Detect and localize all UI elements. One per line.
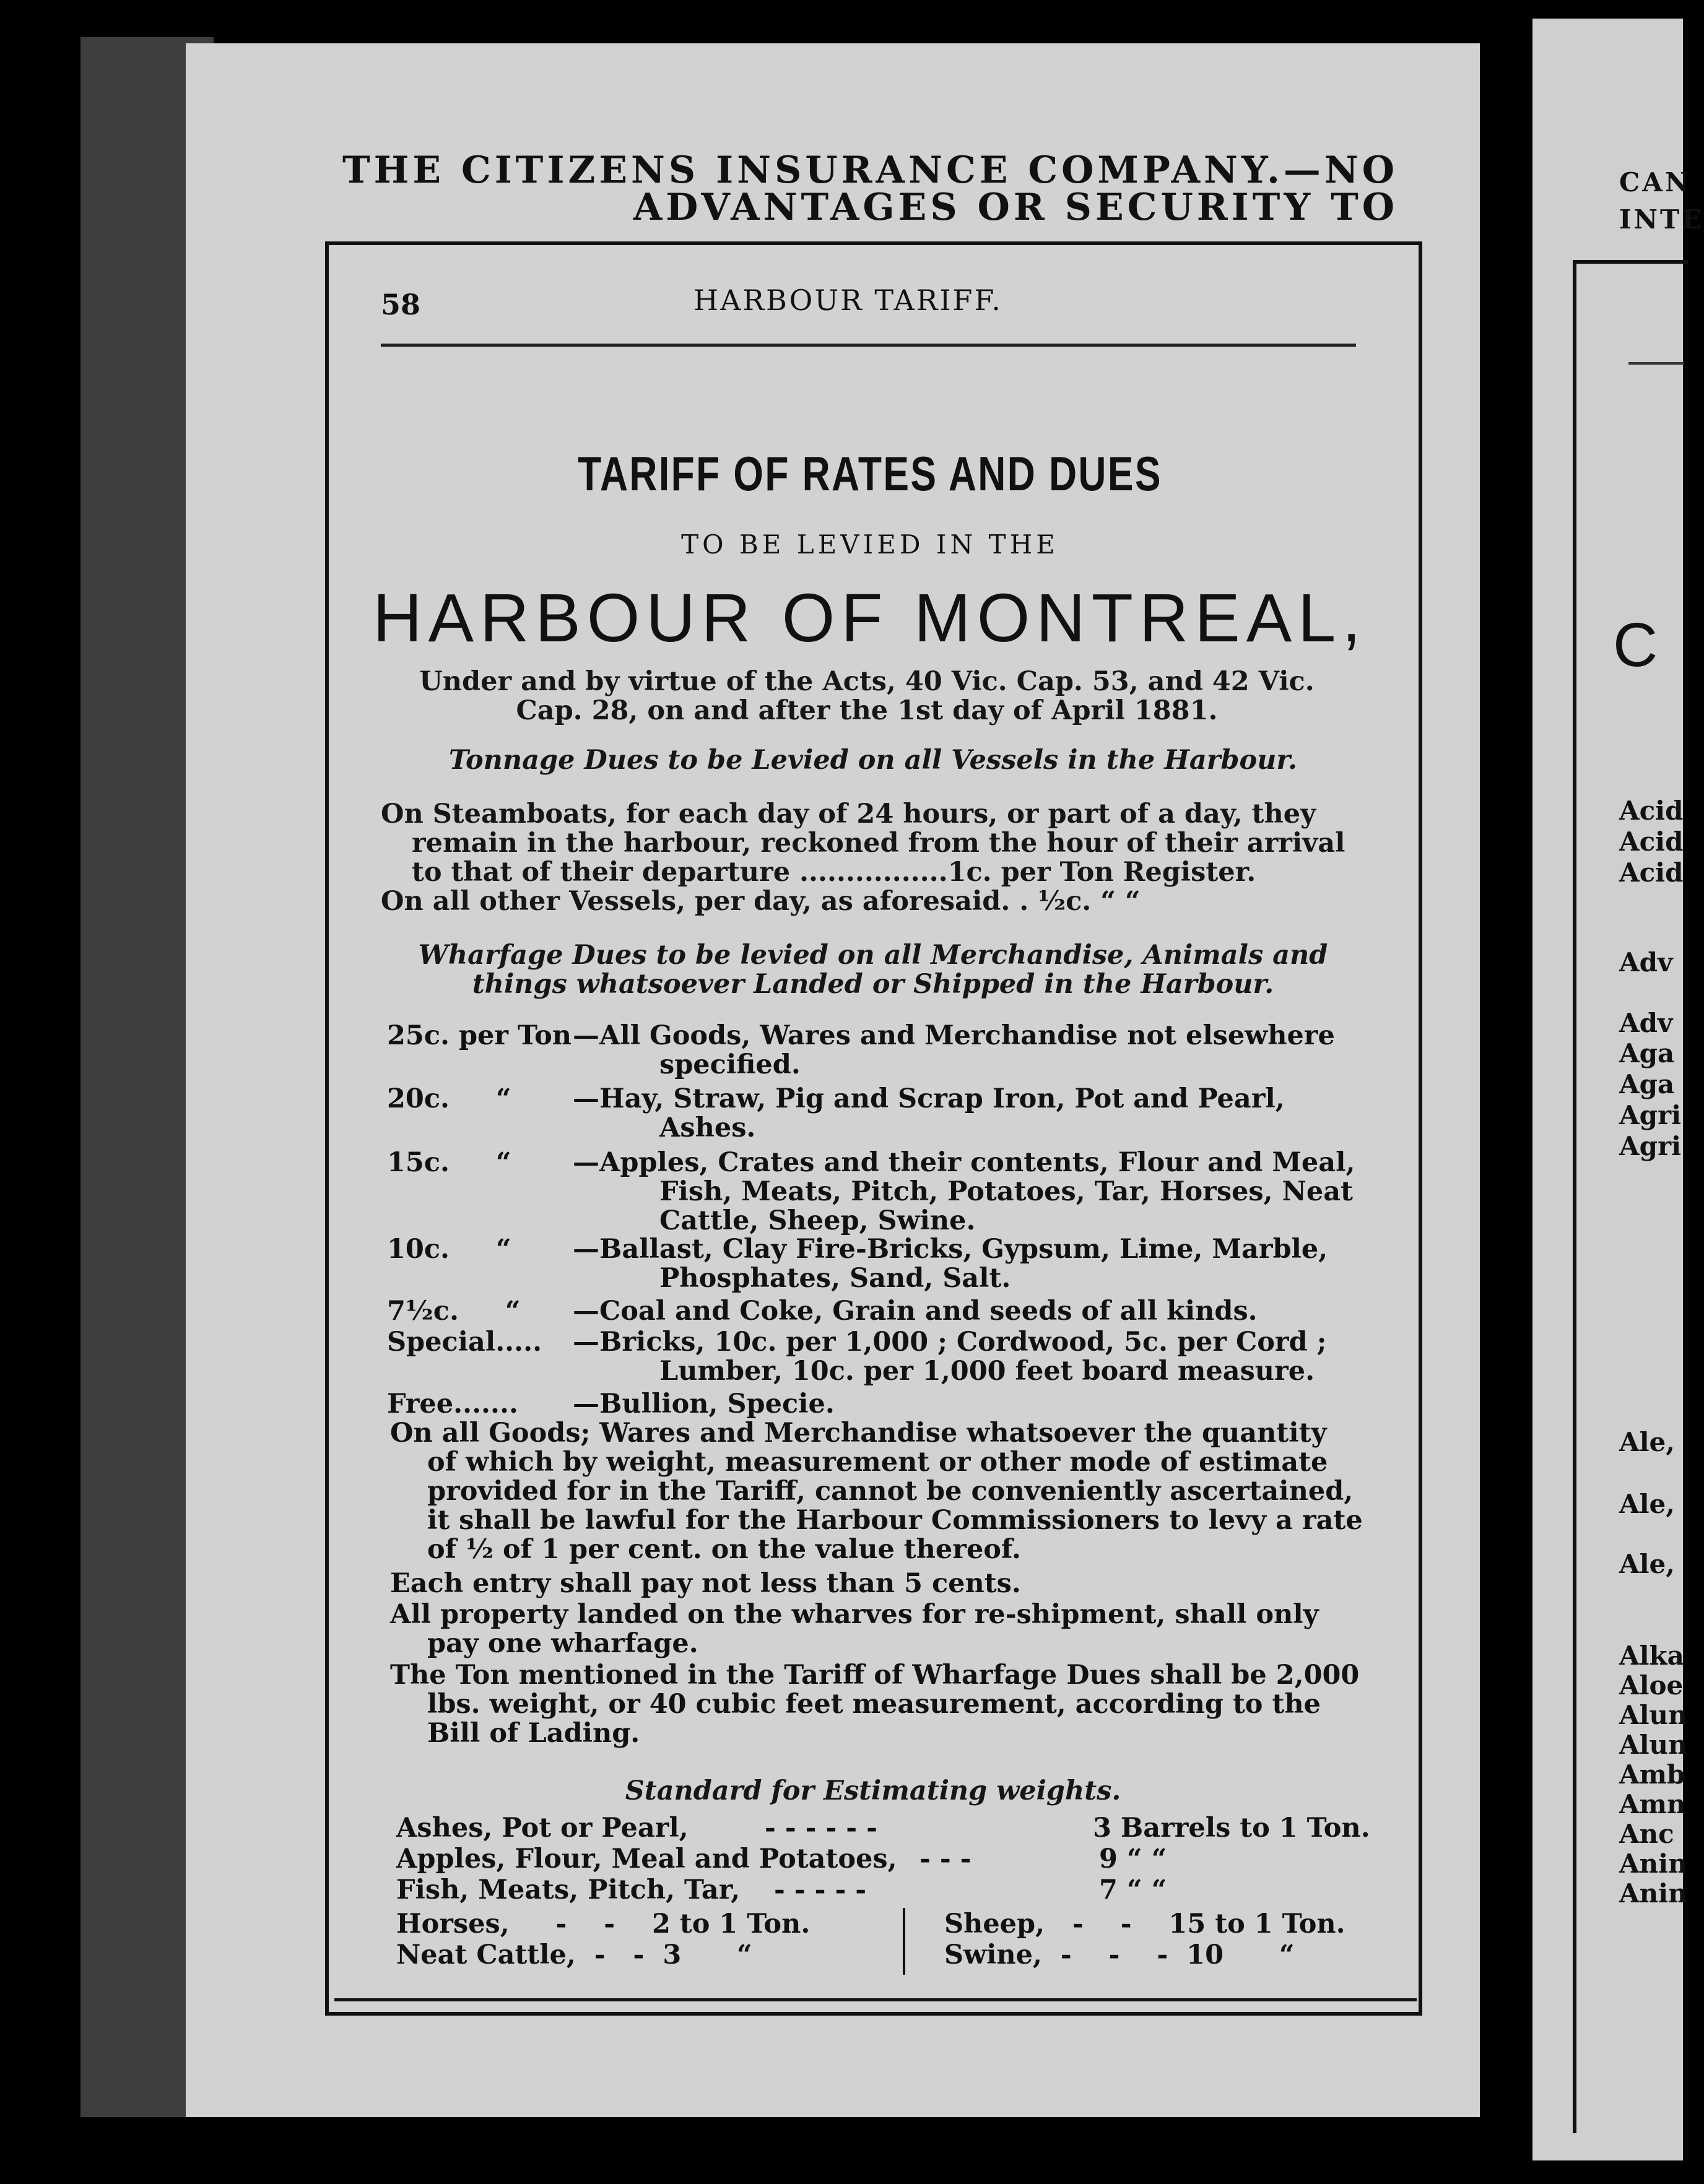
- ton-def-rest: lbs. weight, or 40 cubic feet measurement, according to the Bill of Lading.: [427, 1689, 1321, 1749]
- rate-text: —Bricks, 10c. per 1,000 ; Cordwood, 5c. per Cord ;: [573, 1327, 1327, 1358]
- sub-title: TO BE LEVIED IN THE: [681, 529, 1059, 560]
- page-number: 58: [381, 288, 421, 321]
- all-goods-rule: [390, 1419, 1375, 1564]
- rate-text: —Ballast, Clay Fire-Bricks, Gypsum, Lime, Marble,: [573, 1234, 1328, 1265]
- facing-entry: Anc: [1619, 1819, 1674, 1849]
- facing-entry: Amb: [1619, 1759, 1685, 1790]
- facing-entry: Agri: [1619, 1131, 1682, 1161]
- standard-dashes: - - -: [919, 1844, 972, 1874]
- rate-label: 25c. per Ton: [387, 1020, 572, 1051]
- page-header-title: HARBOUR TARIFF.: [693, 284, 1002, 317]
- facing-entry: Agri: [1619, 1100, 1682, 1130]
- facing-entry: Alun: [1619, 1700, 1687, 1730]
- rate-label: 20c. “: [387, 1083, 511, 1114]
- all-goods-line1: On all Goods; Wares and Merchandise whatsoever the quantity: [390, 1418, 1327, 1449]
- standard-left-item: Neat Cattle, - - 3 “: [396, 1939, 752, 1970]
- facing-entry: Acid: [1619, 857, 1684, 888]
- tonnage-text: [381, 800, 1365, 916]
- facing-rule: [1628, 362, 1684, 365]
- facing-entry: Aga: [1619, 1038, 1675, 1068]
- other-vessels-rule: On all other Vessels, per day, as aforesaid. . ½c. “ “: [381, 886, 1141, 917]
- ton-def-line1: The Ton mentioned in the Tariff of Wharfage Dues shall be 2,000: [390, 1660, 1360, 1691]
- facing-head-1: CAN: [1619, 167, 1692, 197]
- header-rule: [381, 344, 1356, 347]
- ton-definition-rule: [390, 1661, 1375, 1748]
- facing-entry: Acid: [1619, 795, 1684, 826]
- standard-dashes: - - - - - -: [765, 1813, 877, 1844]
- facing-entry: Amn: [1619, 1789, 1686, 1819]
- standard-item: Apples, Flour, Meal and Potatoes,: [396, 1844, 897, 1874]
- facing-entry: Aloe: [1619, 1670, 1684, 1701]
- facing-entry: Ale,: [1619, 1427, 1675, 1457]
- standard-right-item: Swine, - - - 10 “: [944, 1939, 1295, 1970]
- running-head-line-1: THE CITIZENS INSURANCE COMPANY.—NO: [342, 149, 1398, 192]
- rate-text-cont: Fish, Meats, Pitch, Potatoes, Tar, Horses, Neat: [659, 1176, 1353, 1207]
- facing-entry: Alun: [1619, 1730, 1687, 1760]
- frame-bottom-border: [334, 1998, 1417, 2001]
- rate-label: Special.....: [387, 1327, 542, 1358]
- standard-dashes: - - - - -: [774, 1874, 867, 1905]
- rate-text: —Hay, Straw, Pig and Scrap Iron, Pot and Pearl,: [573, 1083, 1285, 1114]
- facing-entry: Adv: [1619, 947, 1673, 977]
- rate-label: 15c. “: [387, 1147, 511, 1178]
- facing-big-letter: C: [1613, 610, 1658, 680]
- reshipment-rest: pay one wharfage.: [427, 1628, 698, 1659]
- rate-label: 7½c. “: [387, 1296, 521, 1327]
- reshipment-rule: [390, 1600, 1375, 1658]
- standard-heading: Standard for Estimating weights.: [625, 1775, 1121, 1806]
- wharfage-heading: Wharfage Dues to be levied on all Merchandise, Animals and things whatsoever Landed or Shipped in the Harbour.: [418, 940, 1328, 1000]
- standard-item: Fish, Meats, Pitch, Tar,: [396, 1874, 741, 1905]
- standard-right-item: Sheep, - - 15 to 1 Ton.: [944, 1909, 1345, 1939]
- rate-text-cont: specified.: [659, 1049, 801, 1080]
- place-title: HARBOUR OF MONTREAL,: [373, 580, 1367, 656]
- facing-entry: Adv: [1619, 1008, 1673, 1038]
- standard-left-item: Horses, - - 2 to 1 Ton.: [396, 1909, 811, 1939]
- rate-text: —Coal and Coke, Grain and seeds of all kinds.: [573, 1296, 1258, 1327]
- standard-item: Ashes, Pot or Pearl,: [396, 1813, 689, 1844]
- rate-label: Free.......: [387, 1389, 518, 1419]
- facing-entry: Anin: [1619, 1848, 1687, 1879]
- standard-qty: 7 “ “: [1099, 1874, 1167, 1905]
- facing-entry: Acid: [1619, 826, 1684, 857]
- facing-entry: Aga: [1619, 1069, 1675, 1099]
- rate-text-cont: Ashes.: [659, 1112, 756, 1143]
- standard-qty: 9 “ “: [1099, 1844, 1167, 1874]
- facing-entry: Alka: [1619, 1640, 1684, 1671]
- facing-entry: Anin: [1619, 1878, 1687, 1909]
- tonnage-heading: Tonnage Dues to be Levied on all Vessels in the Harbour.: [448, 745, 1298, 776]
- facing-entry: Ale,: [1619, 1549, 1675, 1579]
- main-title: TARIFF OF RATES AND DUES: [578, 446, 1162, 501]
- reshipment-line1: All property landed on the wharves for re-shipment, shall only: [390, 1599, 1319, 1630]
- standard-qty: 3 Barrels to 1 Ton.: [1093, 1813, 1370, 1844]
- rate-text: —All Goods, Wares and Merchandise not elsewhere: [573, 1020, 1335, 1051]
- rate-text: —Bullion, Specie.: [573, 1389, 835, 1419]
- rate-text-cont: Phosphates, Sand, Salt.: [659, 1263, 1011, 1294]
- all-goods-rest: of which by weight, measurement or other mode of estimate provided for in the Tariff, cannot be conveniently ascertained, it shall be lawful for the Harbour Commissioners to levy a rate of ½ of 1 per cent. on the value thereof.: [427, 1447, 1363, 1565]
- acts-statement: Under and by virtue of the Acts, 40 Vic. Cap. 53, and 42 Vic. Cap. 28, on and after the 1st day of April 1881.: [419, 666, 1315, 726]
- facing-head-2: INTE: [1619, 204, 1704, 235]
- rate-text-cont: Cattle, Sheep, Swine.: [659, 1205, 976, 1236]
- steamboats-rule: On Steamboats, for each day of 24 hours, or part of a day, they remain in the harbour, reckoned from the hour of their arrival to that of their departure ................1c. per Ton Register.: [381, 799, 1345, 888]
- rate-label: 10c. “: [387, 1234, 511, 1265]
- facing-entry: Ale,: [1619, 1489, 1675, 1519]
- column-divider: [903, 1908, 905, 1975]
- each-entry-rule: Each entry shall pay not less than 5 cents.: [390, 1568, 1021, 1599]
- rate-text-cont: Lumber, 10c. per 1,000 feet board measure.: [659, 1356, 1315, 1387]
- running-head-line-2: ADVANTAGES OR SECURITY TO: [633, 186, 1398, 229]
- rate-text: —Apples, Crates and their contents, Flour and Meal,: [573, 1147, 1355, 1178]
